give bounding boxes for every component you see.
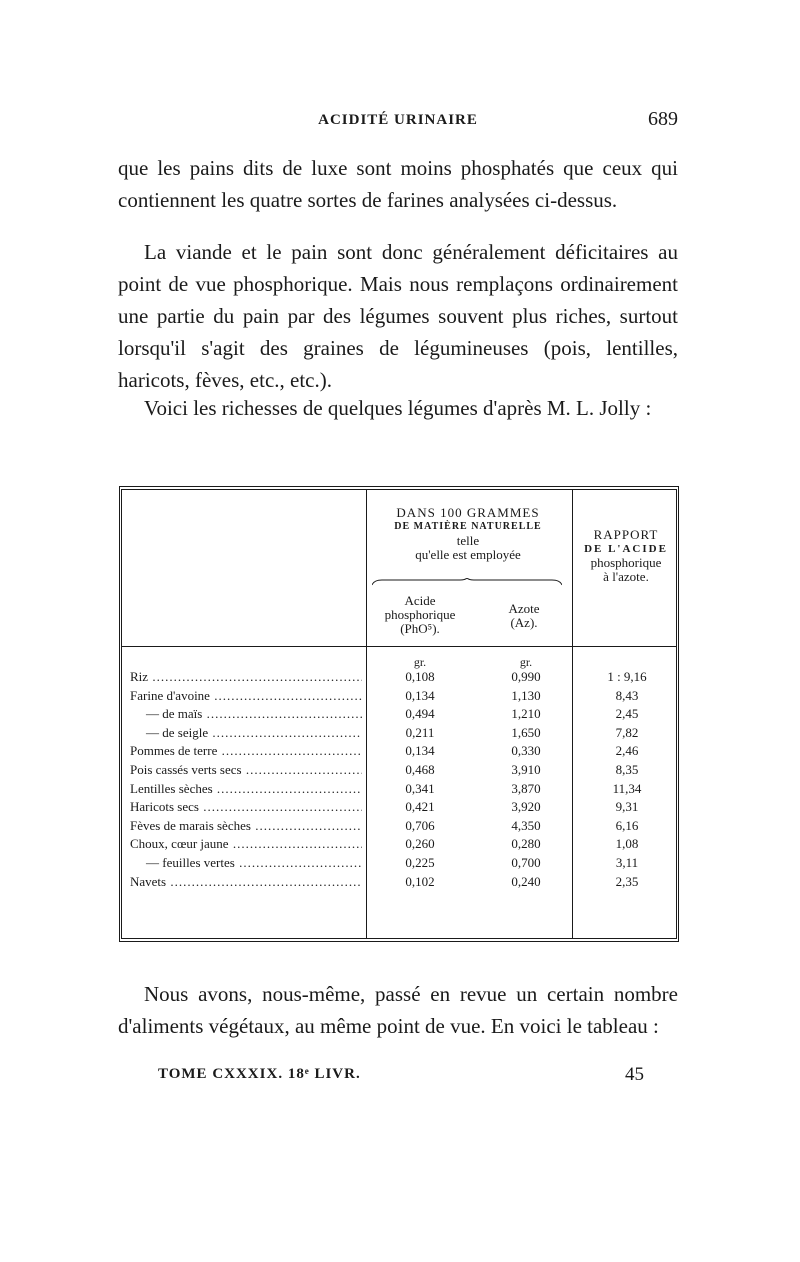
food-name: — de maïs ..... [130, 705, 362, 724]
sheet-number: 45 [625, 1064, 644, 1085]
azote-value: 4,350 [511, 817, 541, 833]
paragraph-3: Voici les richesses de quelques légumes d'après M. L. Jolly : [144, 396, 652, 420]
acide-value: 0,108 [405, 669, 435, 684]
acide-value: 0,494 [405, 706, 435, 722]
food-name: — feuilles vertes ..... [130, 854, 362, 873]
table-row [122, 687, 676, 706]
rapport-value: 2,35 [615, 873, 639, 889]
acide-value: 0,225 [405, 854, 435, 870]
acide-header-line: phosphorique [384, 607, 456, 622]
rapport-value: 8,43 [615, 687, 639, 703]
azote-value: 3,920 [511, 799, 541, 815]
food-name: Choux, cœur jaune ..... [130, 835, 362, 854]
rapport-value: 2,45 [615, 706, 639, 722]
acide-value: 0,211 [405, 724, 435, 740]
food-name: Lentilles sèches ..... [130, 780, 362, 799]
group-header-line: DE MATIÈRE NATURELLE [394, 521, 542, 532]
table-row [122, 742, 676, 761]
azote-value: 1,210 [511, 706, 541, 722]
running-head [118, 108, 678, 136]
acide-value: 0,134 [405, 743, 435, 759]
food-name: — de seigle ..... [130, 724, 362, 743]
table-body [122, 656, 676, 891]
acide-header-line: (PhO⁵). [400, 621, 440, 636]
table-row [122, 835, 676, 854]
rapport-value: 1,08 [615, 836, 639, 852]
food-name: Pois cassés verts secs ..... [130, 761, 362, 780]
rapport-value: 9,31 [615, 799, 639, 815]
table-row [122, 780, 676, 799]
acide-value: 0,421 [405, 799, 435, 815]
table-row [122, 873, 676, 892]
azote-header [472, 602, 576, 630]
rapport-value: 6,16 [615, 817, 639, 833]
table-row [122, 817, 676, 836]
acide-value: 0,260 [405, 836, 435, 852]
rapport-header-line: RAPPORT [593, 527, 659, 542]
food-name: Navets ..... [130, 873, 362, 892]
azote-value: 1,130 [511, 687, 541, 703]
page-number: 689 [648, 108, 678, 130]
acide-value: 0,468 [405, 761, 435, 777]
group-header-line: DANS 100 GRAMMES [396, 505, 540, 520]
azote-value: 0,330 [511, 743, 541, 759]
volume-signature: TOME CXXXIX. 18ᵉ LIVR. [158, 1066, 361, 1082]
group-header-line: qu'elle est employée [415, 547, 521, 562]
rapport-value: 2,46 [615, 743, 639, 759]
rapport-header [574, 528, 678, 584]
header-brace [372, 578, 562, 586]
running-title: ACIDITÉ URINAIRE [318, 112, 478, 128]
rapport-header-line: à l'azote. [603, 569, 649, 584]
azote-value: 0,240 [511, 873, 541, 889]
azote-value: 0,700 [511, 854, 541, 870]
phosphoric-acid-table [119, 486, 679, 942]
paragraph-2: La viande et le pain sont donc généralement déficitaires au point de vue phosphorique. Mais nous remplaçons ordinairement une partie du pain par des légumes souvent plus riches, surtout lorsqu'il s'agit des graines de légumineuses (pois, lentilles, haricots, fèves, etc., etc.). [118, 240, 678, 392]
rapport-value: 8,35 [615, 761, 639, 777]
food-name: Haricots secs ..... [130, 798, 362, 817]
group-header-line: telle [456, 533, 480, 548]
rapport-value: 11,34 [612, 780, 642, 796]
rapport-value: 1 : 9,16 [607, 669, 647, 684]
azote-value: 1,650 [511, 724, 541, 740]
acide-value: 0,102 [405, 873, 435, 889]
rapport-header-line: DE L'ACIDE [584, 543, 668, 555]
azote-value: 3,870 [511, 780, 541, 796]
table-row [122, 854, 676, 873]
acide-header [368, 594, 472, 636]
food-name: Riz ..... [130, 668, 362, 687]
azote-header-line: (Az). [510, 615, 538, 630]
food-name: Fèves de marais sèches ..... [130, 817, 362, 836]
table-row [122, 724, 676, 743]
table-row [122, 798, 676, 817]
rapport-value: 7,82 [615, 724, 639, 740]
header-divider [122, 646, 676, 647]
group-header [368, 506, 568, 562]
azote-header-line: Azote [508, 601, 540, 616]
azote-value: 3,910 [511, 761, 541, 777]
acide-value: 0,341 [405, 780, 435, 796]
rapport-value: 3,11 [615, 854, 639, 870]
units-row [122, 656, 676, 668]
unit-label: gr. [519, 655, 533, 669]
food-name: Farine d'avoine ..... [130, 687, 362, 706]
rapport-header-line: phosphorique [590, 555, 662, 570]
page-footer [158, 1066, 644, 1090]
paragraph-4: Nous avons, nous-même, passé en revue un certain nombre d'aliments végétaux, au même point de vue. En voici le tableau : [118, 982, 678, 1038]
azote-value: 0,280 [511, 836, 541, 852]
table-row [122, 668, 676, 687]
food-name: Pommes de terre ..... [130, 742, 362, 761]
table-row [122, 705, 676, 724]
azote-value: 0,990 [511, 669, 541, 684]
acide-header-line: Acide [404, 593, 436, 608]
acide-value: 0,134 [405, 687, 435, 703]
unit-label: gr. [413, 655, 427, 669]
table-row [122, 761, 676, 780]
paragraph-1: que les pains dits de luxe sont moins phosphatés que ceux qui contiennent les quatre sortes de farines analysées ci-dessus. [118, 156, 678, 212]
acide-value: 0,706 [405, 817, 435, 833]
